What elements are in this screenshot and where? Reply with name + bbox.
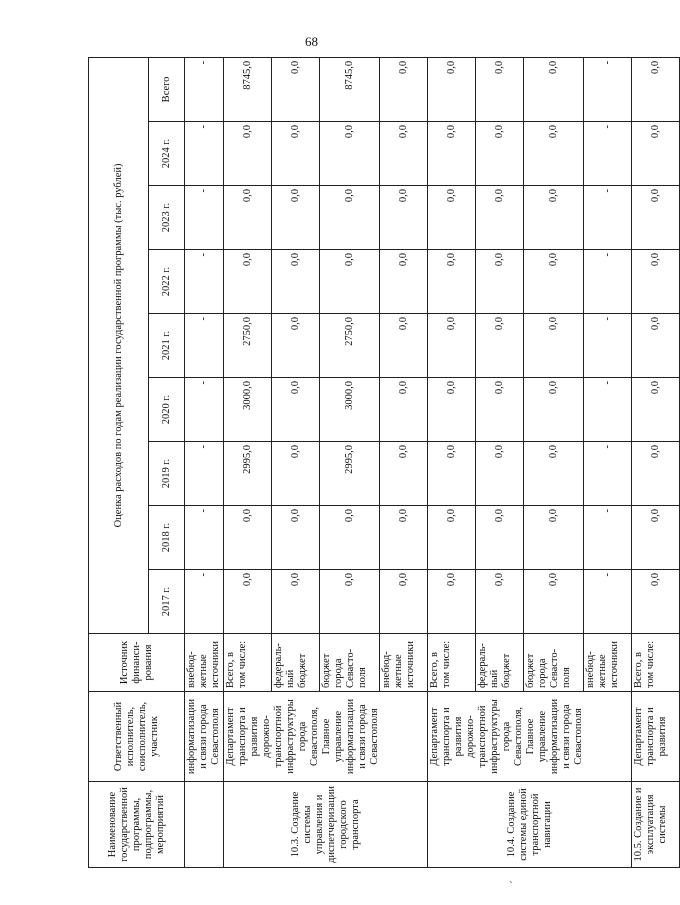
value-cell: 3000,0 [224,378,272,442]
value-cell: - [185,314,224,378]
row-executor: Департамент транспорта и развития дорожно-транспортной инфраструктуры города Севастополя, Главное управление информатизации и связи города Севастополя [428,692,632,782]
value-cell: 3000,0 [320,378,380,442]
header-cost-group: Оценка расходов по годам реализации государственной программы (тыс. рублей) [89,57,149,633]
header-year: 2017 г. [149,570,185,634]
value-cell: 0,0 [224,506,272,570]
value-cell: 0,0 [476,442,524,506]
value-cell: - [185,506,224,570]
value-cell: 0,0 [524,122,584,186]
value-cell: 0,0 [476,314,524,378]
value-cell: 0,0 [524,250,584,314]
value-cell: 0,0 [320,186,380,250]
header-row-top [89,57,149,867]
value-cell: 0,0 [428,442,476,506]
value-cell: 0,0 [524,314,584,378]
rotated-table-wrapper [88,58,668,868]
row-source: внебюд-жетные источники [380,634,428,692]
value-cell: 0,0 [428,122,476,186]
value-cell: 0,0 [632,442,680,506]
value-cell: 0,0 [320,506,380,570]
value-cell: 0,0 [380,378,428,442]
value-cell: 0,0 [380,442,428,506]
budget-table [88,57,680,868]
value-cell: 0,0 [380,250,428,314]
value-cell: 0,0 [380,314,428,378]
value-cell: - [185,442,224,506]
value-cell: 0,0 [476,122,524,186]
value-cell: 0,0 [272,442,320,506]
value-cell: 0,0 [428,506,476,570]
value-cell: 0,0 [524,57,584,121]
header-year: 2021 г. [149,314,185,378]
value-cell: 0,0 [272,506,320,570]
value-cell: 0,0 [320,570,380,634]
page-number: 68 [305,34,318,49]
value-cell: 2995,0 [224,442,272,506]
value-cell: 0,0 [632,506,680,570]
value-cell: - [584,442,632,506]
value-cell: - [185,570,224,634]
value-cell: 0,0 [524,186,584,250]
value-cell: - [185,57,224,121]
value-cell: 0,0 [380,122,428,186]
row-source: внебюд-жетные источники [584,634,632,692]
value-cell: 0,0 [380,570,428,634]
value-cell: 0,0 [428,570,476,634]
row-name: 10.3. Создание системы управления и диспетчеризации городского транспорта [224,782,428,868]
value-cell: - [584,506,632,570]
row-source: федераль-ный бюджет [272,634,320,692]
value-cell: 0,0 [524,442,584,506]
row-executor: информатизации и связи города Севастополя [185,692,224,782]
row-name: 10.4. Создание системы единой транспортной навигации [428,782,632,868]
value-cell: 0,0 [224,186,272,250]
value-cell: 0,0 [224,122,272,186]
value-cell: 0,0 [272,314,320,378]
value-cell: 0,0 [632,122,680,186]
value-cell: 0,0 [428,378,476,442]
row-source: Всего, в том числе: [428,634,476,692]
header-year: 2024 г. [149,122,185,186]
header-year: 2019 г. [149,442,185,506]
value-cell: 0,0 [476,506,524,570]
table-row [632,57,680,867]
value-cell: - [185,378,224,442]
value-cell: 0,0 [380,506,428,570]
header-source: Источник финанси-рования [89,634,185,692]
header-total: Всего [149,57,185,121]
value-cell: - [584,122,632,186]
value-cell: 2750,0 [320,314,380,378]
value-cell: 2995,0 [320,442,380,506]
value-cell: 0,0 [632,57,680,121]
value-cell: 0,0 [632,186,680,250]
table-row [224,57,272,867]
row-executor: Департамент транспорта и развития дорожно-транспортной инфраструктуры города Севастополя, Главное управление информатизации и связи города Севастополя [224,692,428,782]
row-source: внебюд-жетные источники [185,634,224,692]
value-cell: 0,0 [272,122,320,186]
header-executor: Ответственный исполнитель, соисполнитель, участник [89,692,185,782]
value-cell: 0,0 [476,250,524,314]
row-name [185,782,224,868]
value-cell: - [584,378,632,442]
value-cell: 0,0 [224,570,272,634]
value-cell: 0,0 [272,250,320,314]
value-cell: - [185,186,224,250]
value-cell: 0,0 [272,186,320,250]
value-cell: - [584,570,632,634]
value-cell: - [185,122,224,186]
header-year: 2023 г. [149,186,185,250]
value-cell: 0,0 [272,57,320,121]
header-year: 2020 г. [149,378,185,442]
value-cell: 2750,0 [224,314,272,378]
value-cell: 0,0 [428,250,476,314]
value-cell: 0,0 [428,57,476,121]
value-cell: 8745,0 [224,57,272,121]
value-cell: 0,0 [428,314,476,378]
row-source: федераль-ный бюджет [476,634,524,692]
budget-table-page [88,58,668,868]
value-cell: - [584,57,632,121]
value-cell: 0,0 [524,570,584,634]
row-executor: Департамент транспорта и развития [632,692,680,782]
row-source: бюджет города Севасто-поля [524,634,584,692]
value-cell: 0,0 [320,250,380,314]
value-cell: 0,0 [380,186,428,250]
value-cell: 0,0 [476,57,524,121]
value-cell: - [584,314,632,378]
table-row [428,57,476,867]
value-cell: 0,0 [632,250,680,314]
value-cell: 0,0 [272,570,320,634]
row-source: бюджет города Севасто-поля [320,634,380,692]
value-cell: 0,0 [476,570,524,634]
header-year: 2022 г. [149,250,185,314]
value-cell: 0,0 [632,314,680,378]
value-cell: 0,0 [632,570,680,634]
value-cell: 0,0 [524,506,584,570]
header-year: 2018 г. [149,506,185,570]
value-cell: 0,0 [380,57,428,121]
value-cell: 0,0 [320,122,380,186]
stray-mark: ` [509,880,513,892]
row-name: 10.5. Создание и эксплуатация системы [632,782,680,868]
value-cell: - [584,250,632,314]
value-cell: 0,0 [524,378,584,442]
row-source: Всего, в том числе: [632,634,680,692]
value-cell: 0,0 [224,250,272,314]
value-cell: 0,0 [476,186,524,250]
value-cell: 0,0 [632,378,680,442]
value-cell: 0,0 [272,378,320,442]
table-row [185,57,224,867]
value-cell: - [584,186,632,250]
header-name: Наименование государственной программы, подпрограммы, мероприятий [89,782,185,868]
row-source: Всего, в том числе: [224,634,272,692]
value-cell: 0,0 [476,378,524,442]
value-cell: - [185,250,224,314]
value-cell: 8745,0 [320,57,380,121]
value-cell: 0,0 [428,186,476,250]
